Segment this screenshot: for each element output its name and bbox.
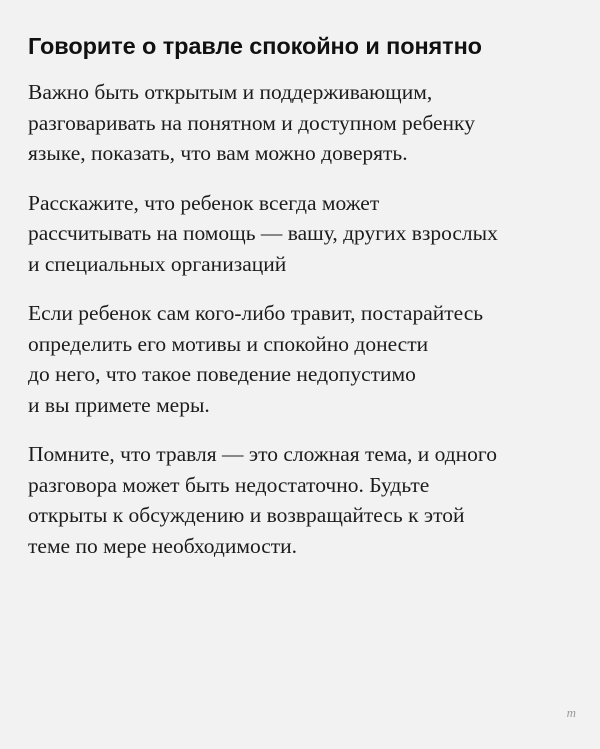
- article-title: Говорите о травле спокойно и понятно: [28, 33, 482, 59]
- paragraph-2: Расскажите, что ребенок всегда может рассчитывать на помощь — вашу, других взрослых и специальных организаций: [28, 190, 498, 276]
- paragraph-3: Если ребенок сам кого-либо травит, постарайтесь определить его мотивы и спокойно донести до него, что такое поведение недопустимо и вы примете меры.: [28, 301, 484, 417]
- paragraph-1: Важно быть открытым и поддерживающим, разговаривать на понятном и доступном ребенку языке, показать, что вам можно доверять.: [28, 80, 475, 165]
- brand-logo: m: [566, 705, 576, 720]
- article: [28, 30, 580, 580]
- paragraph-4: Помните, что травля — это сложная тема, и одного разговора может быть недостаточно. Будьте открыты к обсуждению и возвращайтесь к этой теме по мере необходимости.: [28, 442, 497, 558]
